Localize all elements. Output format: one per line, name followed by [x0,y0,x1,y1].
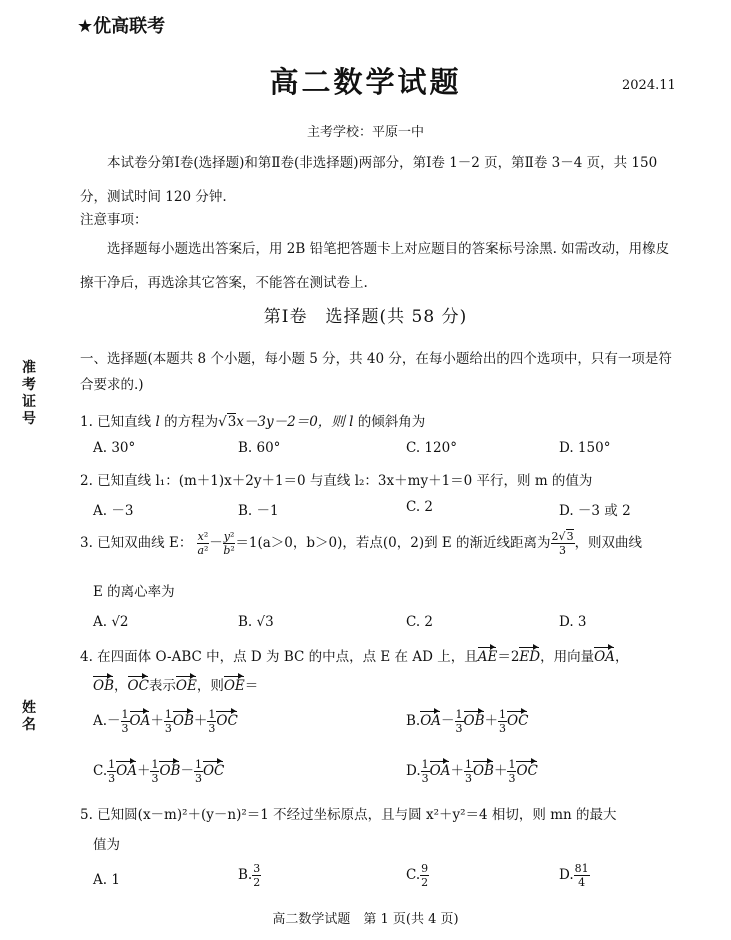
question-1-option-a: A. 30° [93,440,136,456]
question-4-option-c: C. $\frac{1}{3}$ OA＋ $\frac{1}{3}$ OB－ $\frac{1}{3}$ OC [93,758,225,785]
question-4-stem-cont: OB，OC表示OE，则OE＝ [93,678,259,694]
question-2-option-c: C. 2 [406,499,434,515]
question-4-stem: 4. 在四面体 O-ABC 中，点 D 为 BC 的中点，点 E 在 AD 上，且AE＝2ED，用向量OA， [80,649,629,665]
question-1-option-b: B. 60° [238,440,281,456]
question-4-option-d: D. $\frac{1}{3}$ OA＋ $\frac{1}{3}$ OB＋ $\frac{1}{3}$ OC [406,758,538,785]
question-1-option-c: C. 120° [406,440,457,456]
question-5-stem: 5. 已知圆(x－m)²＋(y－n)²＝1 不经过坐标原点，且与圆 x²＋y²＝4 相切，则 mn 的最大 [80,807,617,823]
part-heading: 一、选择题(本题共 8 个小题，每小题 5 分，共 40 分，在每小题给出的四个选项中，只有一项是符合要求的.) [80,351,672,393]
exam-date: 2024.11 [622,78,676,93]
page-title: 高二数学试题 [269,65,462,99]
question-4-option-a: A.－ $\frac{1}{3}$ OA＋ $\frac{1}{3}$ OB＋ $\frac{1}{3}$ OC [93,708,238,735]
question-3-stem-cont: E 的离心率为 [93,584,175,600]
question-3-option-b: B. √3 [238,614,274,630]
question-5-option-b: B. $\frac{3}{2}$ [238,862,261,889]
question-2-option-d: D. －3 或 2 [559,503,631,519]
intro-paragraph: 本试卷分第Ⅰ卷(选择题)和第Ⅱ卷(非选择题)两部分，第Ⅰ卷 1－2 页，第Ⅱ卷 3－4 页，共 150 分，测试时间 120 分钟. [80,155,658,205]
notes-heading: 注意事项： [80,212,148,228]
question-5-option-d: D. $\frac{81}{4}$ [559,862,589,889]
notes-text: 选择题每小题选出答案后，用 2B 铅笔把答题卡上对应题目的答案标号涂黑. 如需改动，用橡皮擦干净后，再选涂其它答案，不能答在测试卷上. [80,241,670,291]
side-label-name: 姓名 [22,700,36,733]
question-2-stem: 2. 已知直线 l₁：(m＋1)x＋2y＋1＝0 与直线 l₂：3x＋my＋1＝0 平行，则 m 的值为 [80,473,593,489]
question-3-option-d: D. 3 [559,614,587,630]
page-footer: 高二数学试题 第 1 页(共 4 页) [272,912,459,927]
side-label-id: 准考证号 [22,360,36,427]
question-2-option-a: A. －3 [93,503,134,519]
host-school: 主考学校：平原一中 [306,125,424,140]
question-3-option-c: C. 2 [406,614,434,630]
question-3-stem: 3. 已知双曲线 E： $\frac{\text{x²}}{\text{a²}}$ － $\frac{\text{y²}}{\text{b²}}$ ＝1(a＞0，b＞0)，若点(0，2)到 E 的渐近线距离为 $\frac{2√3}{3}$ ，则双曲线 [80,530,643,557]
question-5-option-c: C. $\frac{9}{2}$ [406,862,429,889]
question-5-stem-cont: 值为 [93,837,120,853]
brand-label: ★优高联考 [77,16,166,37]
question-5-option-a: A. 1 [93,872,120,888]
question-2-option-b: B. －1 [238,503,279,519]
question-1-stem: 1. 已知直线 l 的方程为√3x－3y－2＝0，则 l 的倾斜角为 [80,414,426,430]
question-4-option-b: B.OA－ $\frac{1}{3}$ OB＋ $\frac{1}{3}$ OC [406,708,529,735]
section-title: 第Ⅰ卷 选择题(共 58 分) [263,307,468,327]
question-3-option-a: A. √2 [93,614,129,630]
question-1-option-d: D. 150° [559,440,611,456]
